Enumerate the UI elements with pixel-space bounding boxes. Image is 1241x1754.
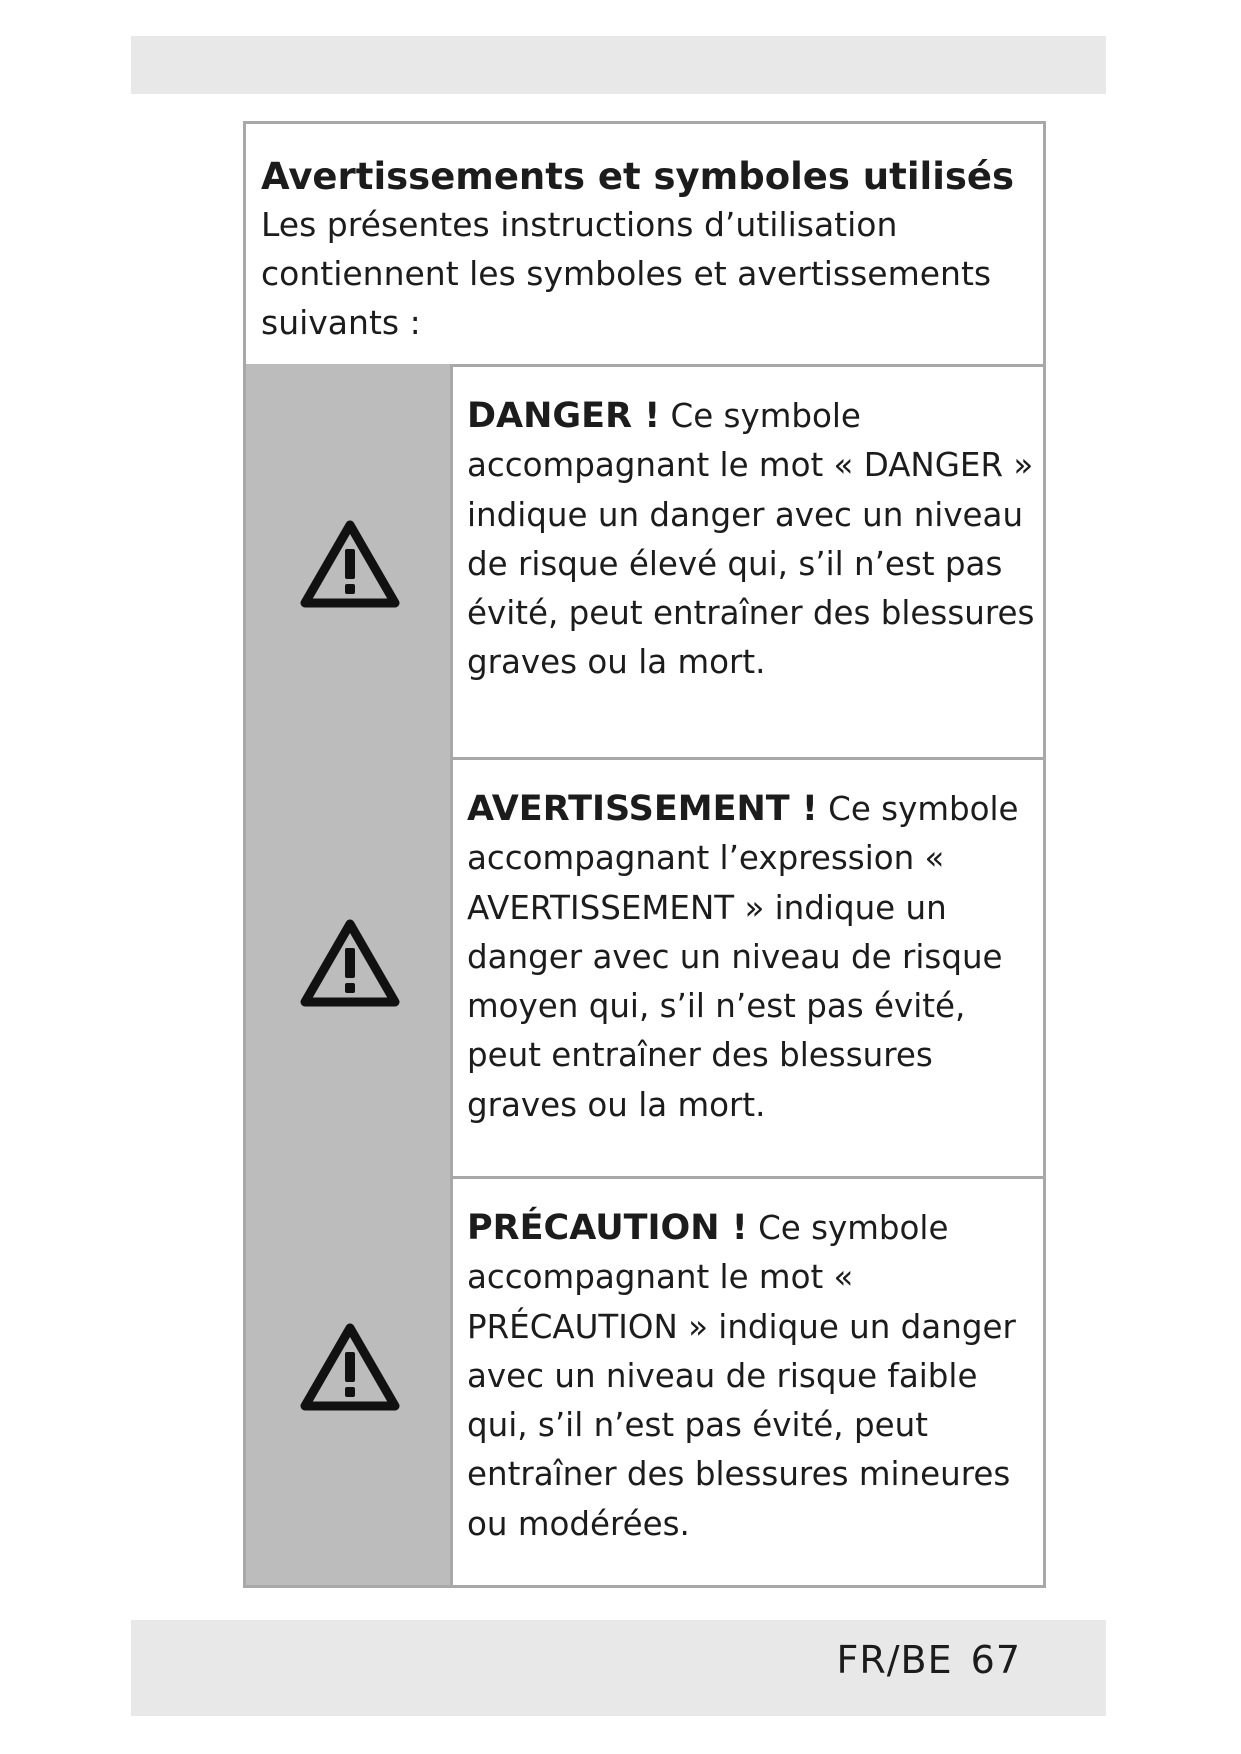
warning-description	[467, 392, 1037, 688]
warning-text: Ce symbole accompagnant l’expression « AVERTISSEMENT » indique un danger avec un niveau de risque moyen qui, s’il n’est pas évité, peut entraîner des blessures graves ou la mort.	[467, 790, 1019, 1124]
warning-text: Ce symbole accompagnant le mot « PRÉCAUTION » indique un danger avec un niveau de risque faible qui, s’il n’est pas évité, peut entraîner des blessures mineures ou modérées.	[467, 1209, 1016, 1543]
page-footer	[836, 1638, 1021, 1682]
warning-text: Ce symbole accompagnant le mot « DANGER » indique un danger avec un niveau de risque élevé qui, s’il n’est pas évité, peut entraîner des blessures graves ou la mort.	[467, 397, 1035, 682]
section-intro: Les présentes instructions d’utilisation contiennent les symboles et avertissements suivants :	[261, 205, 992, 342]
warning-row-precaution	[246, 1176, 1043, 1585]
icon-cell	[246, 757, 453, 1176]
icon-cell	[246, 364, 453, 757]
warning-row-danger	[246, 364, 1043, 760]
warning-triangle-icon	[300, 519, 400, 609]
icon-cell	[246, 1176, 453, 1585]
section-title: Avertissements et symboles utilisés	[261, 155, 1015, 198]
warning-keyword: DANGER !	[467, 396, 661, 436]
warning-description	[467, 785, 1037, 1130]
top-band	[131, 36, 1106, 94]
warning-keyword: AVERTISSEMENT !	[467, 789, 818, 829]
warning-symbols-table	[243, 121, 1046, 1588]
warning-triangle-icon	[300, 1322, 400, 1412]
warning-row-avertissement	[246, 757, 1043, 1179]
warning-description	[467, 1204, 1037, 1549]
table-header	[246, 124, 1043, 367]
locale-label: FR/BE	[836, 1638, 953, 1682]
page-number: 67	[970, 1638, 1021, 1682]
warning-keyword: PRÉCAUTION !	[467, 1208, 748, 1248]
warning-triangle-icon	[300, 918, 400, 1008]
